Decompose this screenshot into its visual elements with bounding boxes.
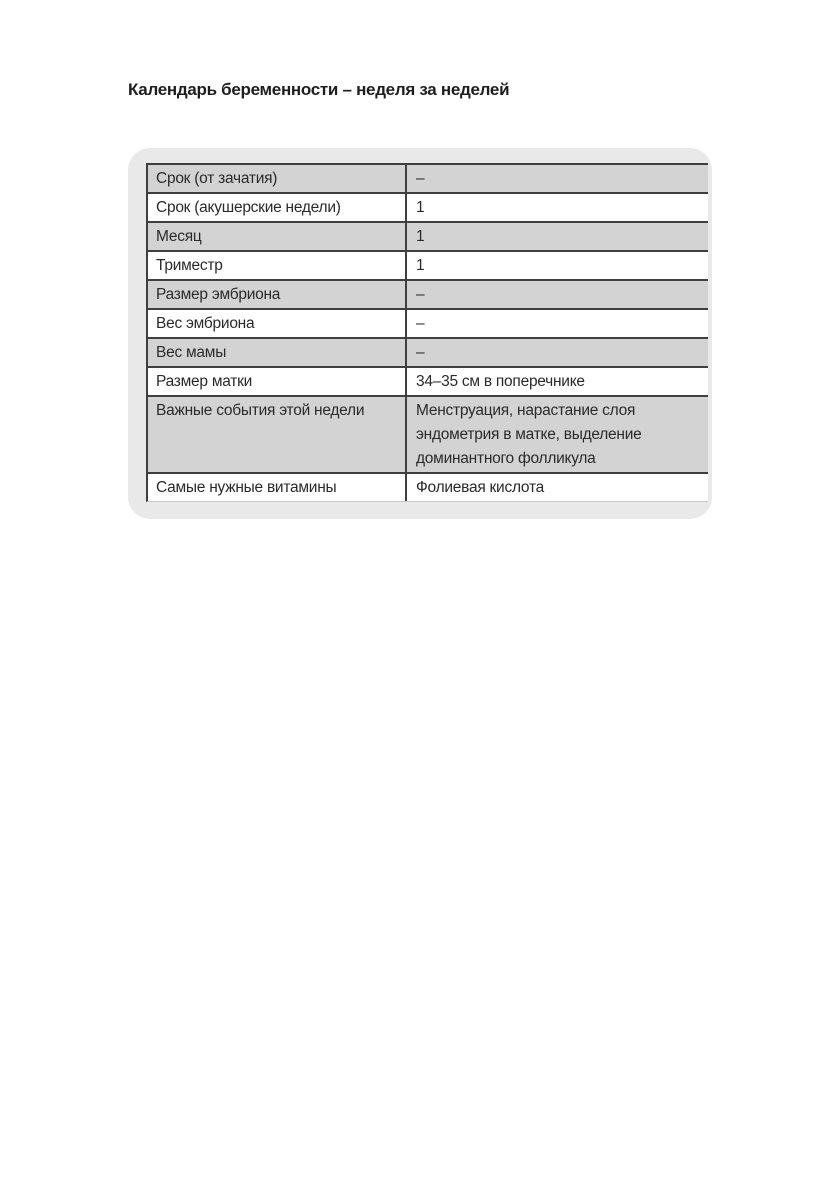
table-row (148, 337, 708, 366)
row-label: Размер матки (156, 373, 253, 390)
table-row (148, 192, 708, 221)
table-card (128, 148, 712, 519)
table-row (148, 279, 708, 308)
row-value: Фолиевая кислота (405, 474, 708, 501)
pregnancy-week-table (146, 163, 708, 502)
page-title: Календарь беременности – неделя за неделей (128, 80, 510, 99)
row-label: Самые нужные витамины (156, 479, 337, 496)
table-row (148, 366, 708, 395)
row-value: – (405, 310, 708, 337)
table-row (148, 221, 708, 250)
row-value: – (405, 281, 708, 308)
table-row (148, 250, 708, 279)
row-label: Размер эмбриона (156, 286, 281, 303)
row-value: 1 (405, 194, 708, 221)
row-label: Вес эмбриона (156, 315, 255, 332)
table-row (148, 395, 708, 472)
row-value: 1 (405, 223, 708, 250)
row-label: Важные события этой недели (156, 402, 365, 419)
row-value: 1 (405, 252, 708, 279)
row-value: Менструация, нарастание слоя эндометрия в матке, выделение доминантного фолликула (405, 397, 708, 472)
row-value: – (405, 165, 708, 192)
row-label: Триместр (156, 257, 223, 274)
table-row (148, 308, 708, 337)
table-row (148, 472, 708, 501)
row-label: Месяц (156, 228, 202, 245)
row-label: Вес мамы (156, 344, 227, 361)
table-row (148, 163, 708, 192)
row-label: Срок (от зачатия) (156, 170, 278, 187)
row-value: 34–35 см в поперечнике (405, 368, 708, 395)
row-value: – (405, 339, 708, 366)
row-label: Срок (акушерские недели) (156, 199, 341, 216)
